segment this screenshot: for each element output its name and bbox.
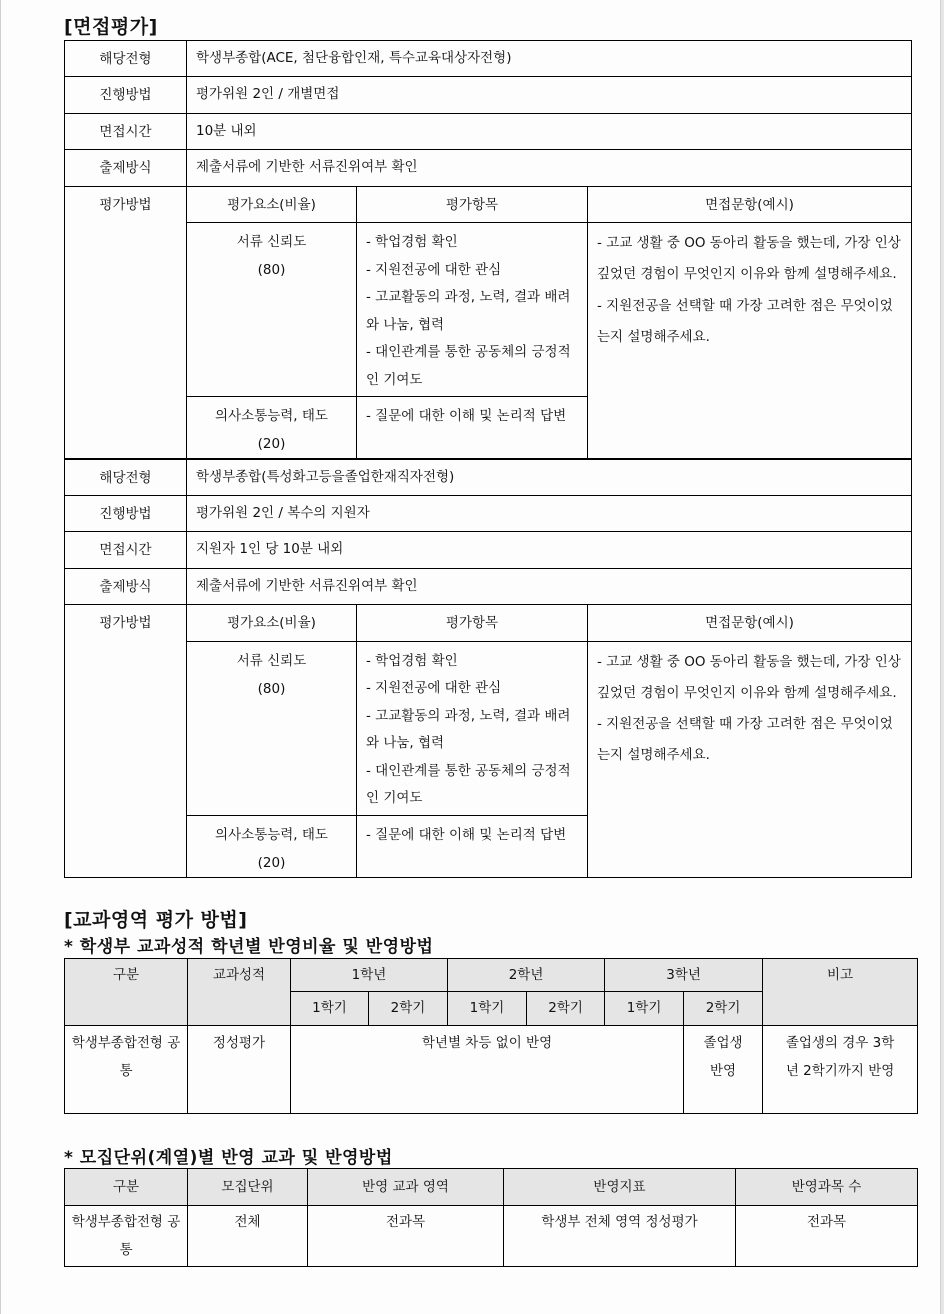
factor-ratio: (80)	[257, 262, 286, 278]
row-label: 해당전형	[65, 41, 187, 77]
factor-cell	[187, 815, 357, 877]
note-header: 비고	[763, 959, 918, 1026]
table-row	[65, 187, 912, 223]
grades-header: 교과성적	[188, 959, 291, 1026]
questions-cell	[588, 223, 912, 460]
factor-ratio: (20)	[257, 436, 286, 452]
recruitment-unit-table	[64, 1168, 918, 1267]
semester-header: 1학기	[448, 992, 527, 1026]
table-row	[65, 641, 912, 815]
table-row	[65, 459, 912, 495]
header-row	[65, 959, 918, 992]
semester-header: 2학기	[527, 992, 605, 1026]
questions-header: 면접문항(예시)	[588, 187, 912, 223]
item: - 고교활동의 과정, 노력, 결과 배려와 나눔, 협력	[366, 289, 571, 333]
item: - 대인관계를 통한 공동체의 긍정적인 기여도	[366, 344, 571, 388]
graduate-cell: 졸업생 반영	[684, 1026, 763, 1114]
factor-ratio: (20)	[257, 854, 286, 871]
item: - 고교활동의 과정, 노력, 결과 배려와 나눔, 협력	[366, 707, 571, 752]
item: - 학업경험 확인	[366, 234, 458, 250]
semester-header: 1학기	[605, 992, 684, 1026]
items-header: 평가항목	[357, 187, 588, 223]
row-value: 평가위원 2인 / 복수의 지원자	[187, 495, 912, 531]
category-header: 구분	[65, 1169, 188, 1206]
table-row	[65, 223, 912, 397]
note-cell: 졸업생의 경우 3학년 2학기까지 반영	[763, 1026, 918, 1114]
factor-header: 평가요소(비율)	[187, 604, 357, 641]
factor-name: 의사소통능력, 태도	[215, 826, 328, 843]
grade-reflection-table	[64, 958, 918, 1114]
subject-area-cell: 전과목	[308, 1206, 504, 1267]
row-label: 출제방식	[65, 568, 187, 604]
unit-table-subtitle: * 모집단위(계열)별 반영 교과 및 반영방법	[64, 1148, 393, 1168]
item: - 지원전공에 대한 관심	[366, 261, 502, 278]
question: - 고교 생활 중 OO 동아리 활동을 했는데, 가장 인상 깊었던 경험이 무엇인지 이유와 함께 설명해주세요.	[597, 235, 901, 283]
items-cell	[357, 815, 588, 877]
questions-header: 면접문항(예시)	[588, 604, 912, 641]
row-label: 면접시간	[65, 531, 187, 568]
subject-count-cell: 전과목	[736, 1206, 918, 1267]
items-cell	[357, 641, 588, 815]
grade-table-subtitle: * 학생부 교과성적 학년별 반영비율 및 반영방법	[64, 937, 434, 957]
item: - 질문에 대한 이해 및 논리적 답변	[366, 408, 567, 424]
items-cell	[357, 397, 588, 460]
table-row	[65, 41, 912, 77]
row-value: 학생부종합(특성화고등을졸업한재직자전형)	[187, 459, 912, 495]
category-cell: 학생부종합전형 공통	[65, 1026, 188, 1114]
semester-header: 2학기	[369, 992, 448, 1026]
factor-cell	[187, 641, 357, 815]
table-row	[65, 531, 912, 568]
page-edge-left	[0, 0, 1, 1314]
table-row	[65, 150, 912, 187]
table-row	[65, 568, 912, 604]
header-row	[65, 1169, 918, 1206]
row-value: 학생부종합(ACE, 첨단융합인재, 특수교육대상자전형)	[187, 41, 912, 77]
item: - 학업경험 확인	[366, 652, 458, 669]
factor-name: 서류 신뢰도	[236, 652, 307, 669]
question: - 지원전공을 선택할 때 가장 고려한 점은 무엇이었는지 설명해주세요.	[597, 716, 893, 764]
factor-name: 의사소통능력, 태도	[215, 408, 328, 424]
questions-cell	[588, 641, 912, 877]
indicator-cell: 학생부 전체 영역 정성평가	[504, 1206, 736, 1267]
question: - 지원전공을 선택할 때 가장 고려한 점은 무엇이었는지 설명해주세요.	[597, 297, 893, 345]
row-value: 지원자 1인 당 10분 내외	[187, 531, 912, 568]
items-cell	[357, 223, 588, 397]
method-label: 평가방법	[65, 187, 187, 460]
row-value: 평가위원 2인 / 개별면접	[187, 77, 912, 114]
item: - 질문에 대한 이해 및 논리적 답변	[366, 826, 567, 843]
page-edge-right	[940, 0, 944, 1314]
method-label: 평가방법	[65, 604, 187, 877]
category-cell: 학생부종합전형 공통	[65, 1206, 188, 1267]
factor-cell	[187, 223, 357, 397]
semester-header: 2학기	[684, 992, 763, 1026]
unit-cell: 전체	[188, 1206, 308, 1267]
table-row	[65, 1206, 918, 1267]
reflection-cell: 학년별 차등 없이 반영	[291, 1026, 684, 1114]
year-3-header: 3학년	[605, 959, 763, 992]
subject-section-title: [교과영역 평가 방법]	[64, 909, 248, 931]
table-row	[65, 114, 912, 150]
category-header: 구분	[65, 959, 188, 1026]
subject-count-header: 반영과목 수	[736, 1169, 918, 1206]
question: - 고교 생활 중 OO 동아리 활동을 했는데, 가장 인상 깊었던 경험이 무엇인지 이유와 함께 설명해주세요.	[597, 653, 901, 701]
factor-name: 서류 신뢰도	[236, 234, 307, 250]
year-2-header: 2학년	[448, 959, 605, 992]
unit-header: 모집단위	[188, 1169, 308, 1206]
interview-section-title: [면접평가]	[64, 16, 158, 38]
year-1-header: 1학년	[291, 959, 448, 992]
subject-area-header: 반영 교과 영역	[308, 1169, 504, 1206]
row-label: 면접시간	[65, 114, 187, 150]
factor-cell	[187, 397, 357, 460]
grades-cell: 정성평가	[188, 1026, 291, 1114]
row-value: 제출서류에 기반한 서류진위여부 확인	[187, 150, 912, 187]
row-label: 진행방법	[65, 77, 187, 114]
table-row	[65, 1026, 918, 1114]
table-row	[65, 604, 912, 641]
row-value: 제출서류에 기반한 서류진위여부 확인	[187, 568, 912, 604]
semester-header: 1학기	[291, 992, 369, 1026]
indicator-header: 반영지표	[504, 1169, 736, 1206]
factor-ratio: (80)	[257, 680, 286, 697]
item: - 지원전공에 대한 관심	[366, 680, 502, 697]
row-label: 해당전형	[65, 459, 187, 495]
table-row	[65, 77, 912, 114]
items-header: 평가항목	[357, 604, 588, 641]
interview-table	[64, 40, 912, 878]
row-label: 출제방식	[65, 150, 187, 187]
table-row	[65, 495, 912, 531]
factor-header: 평가요소(비율)	[187, 187, 357, 223]
row-value: 10분 내외	[187, 114, 912, 150]
item: - 대인관계를 통한 공동체의 긍정적인 기여도	[366, 762, 571, 807]
row-label: 진행방법	[65, 495, 187, 531]
